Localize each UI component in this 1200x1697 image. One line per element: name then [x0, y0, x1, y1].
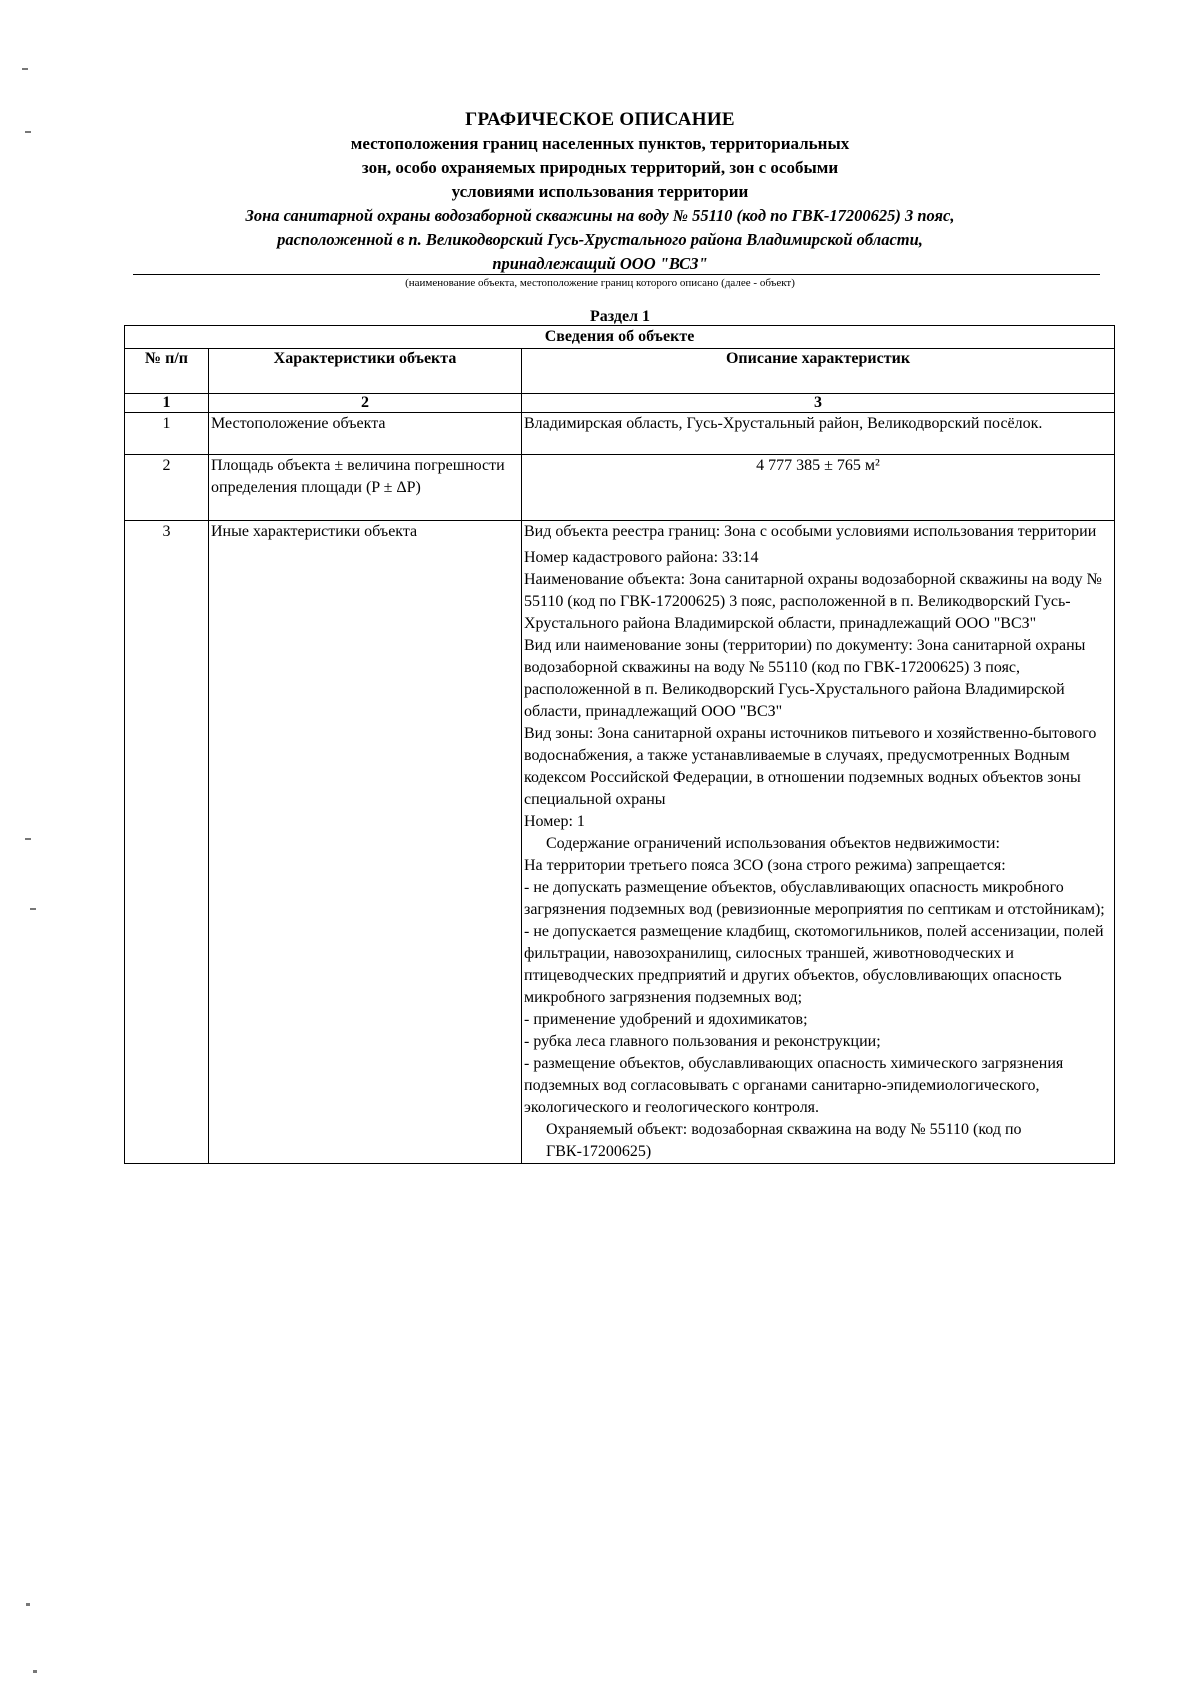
row-number: 3: [125, 521, 209, 1164]
table-row: [125, 521, 1115, 1164]
object-name-line: Зона санитарной охраны водозаборной скважины на воду № 55110 (код по ГВК-17200625) 3 пояс,: [245, 206, 955, 225]
row-description: 4 777 385 ± 765 м²: [522, 455, 1115, 521]
column-number: 1: [125, 394, 209, 413]
desc-restriction-item: - размещение объектов, обуславливающих опасность химического загрязнения подземных вод согласовывать с органами санитарно-эпидемиологического, экологического и геологического контроля.: [524, 1055, 1064, 1116]
row-description: Владимирская область, Гусь-Хрустальный район, Великодворский посёлок.: [522, 413, 1115, 455]
desc-restriction-item: - не допускается размещение кладбищ, скотомогильников, полей ассенизации, полей фильтрации, навозохранилищ, силосных траншей, животноводческих и птицеводческих предприятий и других объектов, обусловливающих опасность микробного загрязнения подземных вод;: [524, 923, 1104, 1006]
scan-speck: [22, 68, 28, 70]
object-name-line: расположенной в п. Великодворский Гусь-Хрустального района Владимирской области,: [277, 230, 923, 249]
document-header: [0, 108, 1200, 276]
desc-restriction-item: - не допускать размещение объектов, обуславливающих опасность микробного загрязнения подземных вод (ревизионные мероприятия по септикам и отстойникам);: [524, 879, 1105, 918]
row-characteristic: Площадь объекта ± величина погрешности определения площади (P ± ΔP): [209, 455, 522, 521]
row-characteristic: Местоположение объекта: [209, 413, 522, 455]
scan-speck: [26, 1603, 30, 1606]
table-row: [125, 455, 1115, 521]
document-title: ГРАФИЧЕСКОЕ ОПИСАНИЕ: [465, 109, 735, 130]
header-underline: [133, 274, 1100, 275]
table-title: Сведения об объекте: [125, 326, 1115, 349]
column-number: 2: [209, 394, 522, 413]
column-number: 3: [522, 394, 1115, 413]
column-header-number: № п/п: [125, 349, 209, 394]
subtitle-line: условиями использования территории: [451, 182, 749, 201]
desc-number: Номер: 1: [524, 813, 585, 830]
desc-restrictions-heading: Содержание ограничений использования объектов недвижимости:: [546, 835, 1000, 852]
desc-cadastral-district: Номер кадастрового района: 33:14: [524, 549, 759, 566]
desc-zone-type: Вид зоны: Зона санитарной охраны источников питьевого и хозяйственно-бытового водоснабжения, а также устанавливаемые в случаях, предусмотренных Водным кодексом Российской Федерации, в отношении подземных водных объектов зоны специальной охраны: [524, 725, 1097, 808]
desc-registry-type: Вид объекта реестра границ: Зона с особыми условиями использования территории: [524, 523, 1097, 540]
object-info-table: [124, 325, 1115, 1164]
row-number: 2: [125, 455, 209, 521]
desc-restriction-item: - рубка леса главного пользования и реконструкции;: [524, 1033, 881, 1050]
column-header-description: Описание характеристик: [522, 349, 1115, 394]
scan-speck: [30, 908, 36, 910]
desc-restrictions-intro: На территории третьего пояса ЗСО (зона строго режима) запрещается:: [524, 857, 1006, 874]
scan-speck: [25, 838, 31, 840]
desc-protected-object: Охраняемый объект: водозаборная скважина на воду № 55110 (код по ГВК-17200625): [546, 1121, 1022, 1160]
desc-object-name: Наименование объекта: Зона санитарной охраны водозаборной скважины на воду № 55110 (код по ГВК-17200625) 3 пояс, расположенной в п. Великодворский Гусь-Хрустального района Владимирской области, принадлежащий ООО "ВСЗ": [524, 571, 1102, 632]
desc-restriction-item: - применение удобрений и ядохимикатов;: [524, 1011, 808, 1028]
section-title: Раздел 1: [589, 308, 651, 325]
row-description: [522, 521, 1115, 1164]
row-number: 1: [125, 413, 209, 455]
column-header-characteristics: Характеристики объекта: [209, 349, 522, 394]
desc-zone-document-name: Вид или наименование зоны (территории) по документу: Зона санитарной охраны водозаборной скважины на воду № 55110 (код по ГВК-17200625) 3 пояс, расположенной в п. Великодворский Гусь-Хрустального района Владимирской области, принадлежащий ООО "ВСЗ": [524, 637, 1086, 720]
subtitle-line: зон, особо охраняемых природных территорий, зон с особыми: [361, 158, 839, 177]
scan-speck: [25, 131, 31, 133]
subtitle-line: местоположения границ населенных пунктов, территориальных: [350, 134, 850, 153]
scan-speck: [33, 1670, 37, 1673]
object-name-line: принадлежащий ООО "ВСЗ": [492, 254, 708, 273]
object-caption: (наименование объекта, местоположение границ которого описано (далее - объект): [405, 277, 795, 289]
table-row: [125, 413, 1115, 455]
row-characteristic: Иные характеристики объекта: [209, 521, 522, 1164]
